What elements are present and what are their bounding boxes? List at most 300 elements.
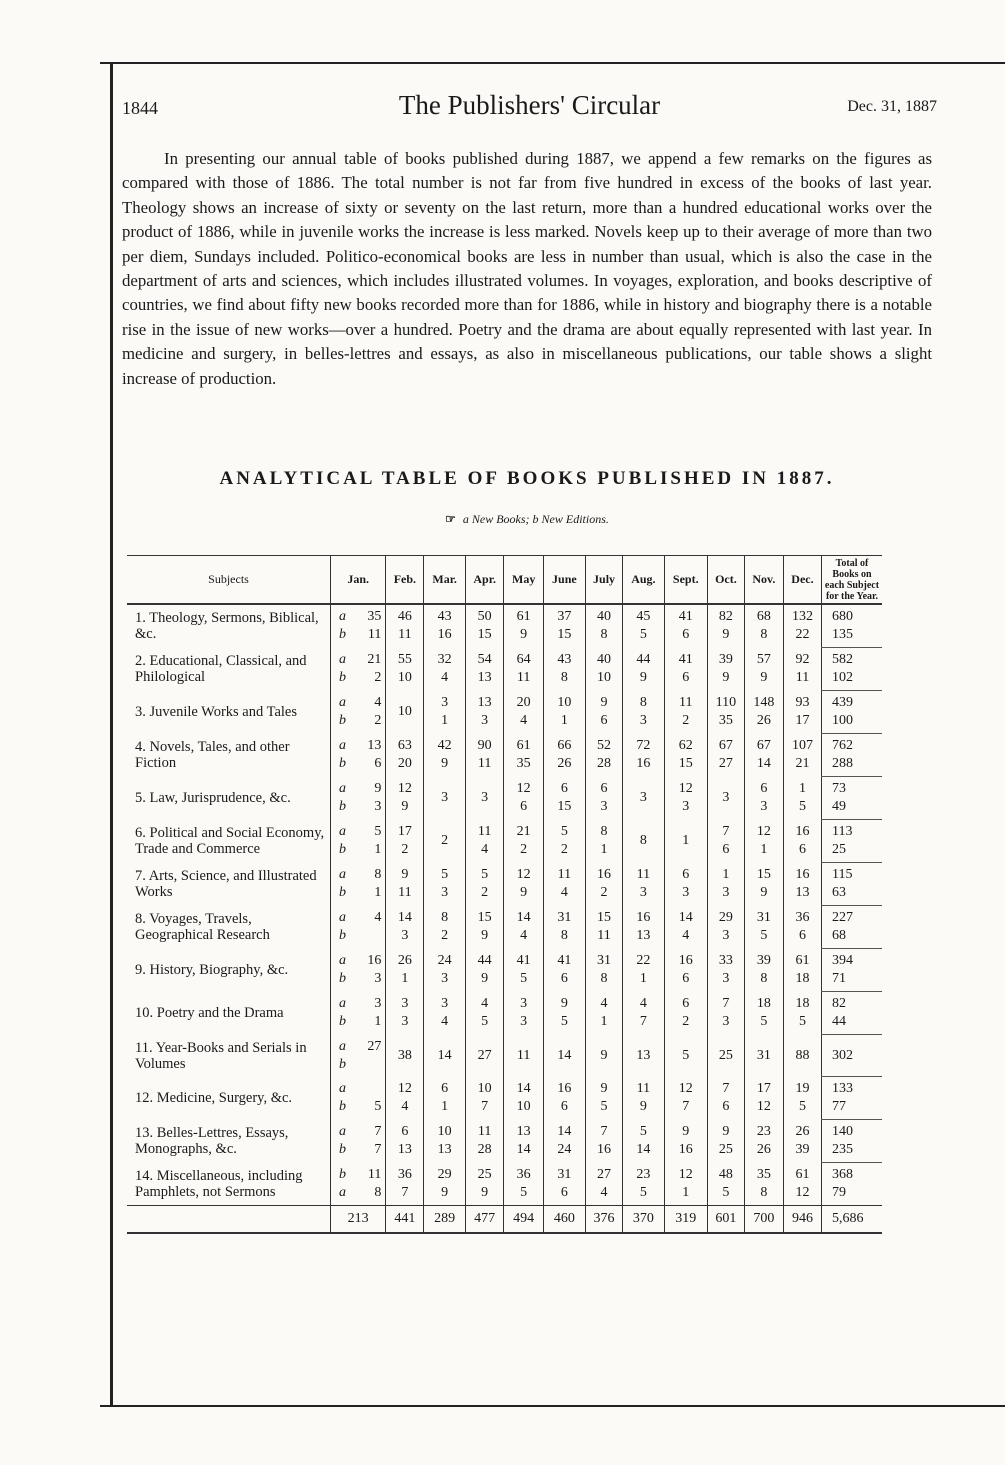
month-header: Feb.: [386, 556, 424, 605]
new-books-value: 43: [557, 652, 572, 667]
jan-cell: [331, 777, 386, 820]
edition-label: a: [339, 781, 346, 796]
month-cell: [543, 949, 585, 992]
subject-number: 10.: [135, 1005, 154, 1021]
new-editions-value: 16: [437, 627, 452, 643]
new-editions-value: 14: [636, 1142, 651, 1157]
month-cell: [585, 1077, 622, 1120]
subject-cell: [127, 648, 331, 691]
subject-name: Novels, Tales, and other Fiction: [135, 739, 290, 771]
new-books-value: 41: [678, 609, 693, 625]
new-books-value: 3: [722, 790, 730, 805]
jan-value: 5: [374, 824, 382, 839]
ab-line: [339, 626, 385, 644]
month-cell: [504, 906, 544, 949]
month-cell: [623, 604, 664, 648]
subjects-header: Subjects: [127, 556, 331, 605]
new-books-value: 35: [756, 1166, 771, 1182]
new-editions-value: 12: [756, 1099, 771, 1114]
jan-value: 21: [367, 652, 382, 667]
new-editions-value: 6: [560, 971, 568, 986]
new-editions-value: 5: [520, 971, 528, 986]
month-cell: [465, 604, 503, 648]
new-books-value: 9: [600, 695, 608, 710]
new-editions-value: 3: [401, 928, 409, 943]
jan-value: 8: [374, 1184, 382, 1200]
new-books-value: 10: [437, 1124, 452, 1139]
new-editions-value: 6: [682, 670, 690, 685]
month-cell: [386, 734, 424, 777]
month-cell: [783, 992, 821, 1035]
table-row: [127, 906, 882, 949]
month-cell: [386, 1120, 424, 1163]
month-cell: [386, 1163, 424, 1206]
new-books-value: 48: [718, 1166, 733, 1182]
new-books-value: 72: [636, 738, 651, 753]
new-books-value: 148: [753, 695, 775, 710]
month-cell: [424, 949, 466, 992]
subject-name: Law, Jurisprudence, &c.: [149, 790, 291, 806]
jan-value: 16: [367, 953, 382, 968]
edition-label: a: [339, 609, 346, 625]
subject-name: Juvenile Works and Tales: [149, 704, 297, 720]
new-books-value: 6: [682, 867, 690, 882]
new-books-value: 93: [795, 695, 810, 710]
month-header: Dec.: [783, 556, 821, 605]
month-cell: [623, 906, 664, 949]
new-books-value: 12: [397, 1081, 412, 1096]
new-books-value: 44: [477, 953, 492, 968]
new-books-value: 26: [795, 1124, 810, 1139]
top-border-rule: [100, 62, 1005, 64]
month-cell: [424, 1077, 466, 1120]
new-books-total: 133: [832, 1081, 853, 1096]
month-cell: [623, 1163, 664, 1206]
total-cell: 494: [504, 1206, 544, 1234]
new-books-total: 227: [832, 910, 853, 925]
new-books-total: 115: [832, 867, 853, 882]
new-editions-value: 15: [678, 756, 693, 771]
edition-label: a: [339, 695, 346, 710]
subject-cell: [127, 820, 331, 863]
month-cell: [424, 1120, 466, 1163]
new-editions-value: 15: [557, 799, 572, 814]
new-books-value: 5: [481, 867, 489, 882]
new-books-value: 8: [639, 695, 647, 710]
month-cell: [424, 734, 466, 777]
new-books-value: 8: [639, 833, 647, 848]
month-cell: [783, 1035, 821, 1077]
new-books-value: 36: [795, 910, 810, 925]
new-books-value: 10: [397, 704, 412, 719]
jan-cell: [331, 863, 386, 906]
new-books-value: 14: [516, 910, 531, 925]
total-cell: 601: [707, 1206, 744, 1234]
month-header: Jan.: [331, 556, 386, 605]
new-books-value: 68: [756, 609, 771, 625]
new-books-value: 110: [715, 695, 737, 710]
edition-label: a: [339, 1184, 346, 1200]
new-books-value: 3: [520, 996, 528, 1011]
new-books-value: 36: [516, 1166, 531, 1182]
new-editions-total: 25: [832, 842, 846, 857]
ab-line: [339, 841, 385, 859]
new-editions-value: 35: [516, 756, 531, 771]
subject-name: Miscellaneous, including Pamphlets, not Sermons: [135, 1167, 303, 1200]
new-editions-value: 26: [557, 756, 572, 771]
subject-total-cell: [822, 604, 883, 648]
new-books-value: 62: [678, 738, 693, 753]
month-cell: [664, 1035, 707, 1077]
new-books-value: 1: [682, 833, 690, 848]
month-cell: [424, 906, 466, 949]
new-books-total: 113: [832, 824, 853, 839]
month-cell: [707, 949, 744, 992]
month-cell: [623, 1120, 664, 1163]
issue-date: Dec. 31, 1887: [847, 98, 937, 115]
new-books-total: 140: [832, 1124, 853, 1139]
month-cell: [707, 604, 744, 648]
new-books-value: 3: [401, 996, 409, 1011]
jan-value: 4: [374, 695, 382, 710]
new-editions-value: 16: [678, 1142, 693, 1157]
new-editions-value: 8: [760, 971, 768, 986]
jan-value: 3: [374, 996, 382, 1011]
new-editions-value: 13: [437, 1142, 452, 1157]
subject-total-cell: [822, 777, 883, 820]
edition-label: b: [339, 713, 346, 728]
new-books-value: 31: [756, 1047, 771, 1063]
table-header-row: [127, 556, 882, 605]
new-books-value: 32: [437, 652, 452, 667]
edition-label: b: [339, 1056, 346, 1072]
new-editions-value: 4: [401, 1099, 409, 1114]
new-books-value: 12: [516, 781, 531, 796]
month-cell: [504, 820, 544, 863]
month-cell: [504, 1163, 544, 1206]
new-books-value: 16: [678, 953, 693, 968]
subject-name: History, Biography, &c.: [149, 962, 289, 978]
month-cell: [424, 992, 466, 1035]
new-editions-total: 102: [832, 670, 853, 685]
ab-line: [339, 737, 385, 755]
new-books-value: 16: [597, 867, 612, 882]
jan-cell: [331, 1120, 386, 1163]
new-editions-value: 6: [682, 971, 690, 986]
month-cell: [543, 863, 585, 906]
ab-line: [339, 1080, 385, 1098]
new-books-value: 3: [441, 996, 449, 1011]
new-books-value: 29: [437, 1166, 452, 1182]
month-cell: [386, 777, 424, 820]
new-books-value: 5: [639, 1124, 647, 1139]
new-editions-total: 68: [832, 928, 846, 943]
new-books-value: 4: [639, 996, 647, 1011]
month-cell: [744, 863, 783, 906]
ab-line: [339, 866, 385, 884]
ab-line: [339, 694, 385, 712]
new-books-value: 19: [795, 1081, 810, 1096]
subject-number: 9.: [135, 962, 146, 978]
new-editions-value: 11: [398, 885, 412, 900]
month-cell: [386, 863, 424, 906]
month-cell: [386, 820, 424, 863]
new-books-value: 11: [516, 1047, 531, 1063]
new-books-value: 41: [678, 652, 693, 667]
new-editions-value: 2: [520, 842, 528, 857]
month-cell: [386, 1077, 424, 1120]
new-books-value: 7: [600, 1124, 608, 1139]
new-books-value: 1: [798, 781, 806, 796]
new-books-value: 44: [636, 652, 651, 667]
new-books-value: 5: [682, 1047, 690, 1063]
month-cell: [465, 992, 503, 1035]
page-title: The Publishers' Circular: [398, 90, 661, 120]
month-cell: [585, 734, 622, 777]
new-books-total: 680: [832, 609, 853, 624]
new-editions-value: 26: [756, 1142, 771, 1157]
page-header: [122, 90, 937, 130]
new-books-value: 10: [477, 1081, 492, 1096]
new-editions-value: 16: [597, 1142, 612, 1157]
edition-label: a: [339, 652, 346, 667]
new-editions-value: 3: [760, 799, 768, 814]
new-books-value: 14: [437, 1047, 452, 1063]
table-row: [127, 691, 882, 734]
new-editions-value: 2: [560, 842, 568, 857]
new-books-total: 73: [832, 781, 846, 796]
month-cell: [707, 777, 744, 820]
pointing-hand-icon: ☞: [445, 512, 456, 526]
jan-value: 8: [374, 867, 382, 882]
month-cell: [783, 820, 821, 863]
month-cell: [664, 648, 707, 691]
edition-label: a: [339, 738, 346, 753]
month-cell: [585, 1163, 622, 1206]
month-cell: [744, 691, 783, 734]
table-row: [127, 604, 882, 648]
new-books-value: 11: [477, 824, 492, 839]
new-editions-value: 1: [401, 971, 409, 986]
new-books-value: 43: [437, 609, 452, 625]
month-cell: [465, 1035, 503, 1077]
new-editions-value: 3: [481, 713, 489, 728]
new-books-value: 3: [441, 790, 449, 805]
edition-label: b: [339, 971, 346, 986]
ab-line: [339, 823, 385, 841]
new-editions-value: 15: [477, 627, 492, 643]
month-cell: [504, 863, 544, 906]
new-editions-value: 8: [760, 627, 768, 643]
month-cell: [623, 648, 664, 691]
jan-value: 1: [374, 1014, 382, 1029]
subject-total-cell: [822, 648, 883, 691]
month-cell: [707, 1077, 744, 1120]
new-books-value: 16: [636, 910, 651, 925]
month-cell: [585, 604, 622, 648]
new-books-value: 63: [397, 738, 412, 753]
new-books-total: 302: [832, 1047, 853, 1063]
new-books-value: 61: [516, 738, 531, 753]
jan-value: 5: [374, 1099, 382, 1114]
new-books-value: 31: [557, 1166, 572, 1182]
month-header: May: [504, 556, 544, 605]
new-editions-value: 22: [795, 627, 810, 643]
edition-label: a: [339, 867, 346, 882]
month-cell: [543, 734, 585, 777]
month-cell: [783, 1077, 821, 1120]
new-editions-value: 7: [682, 1099, 690, 1114]
table-row: [127, 1035, 882, 1077]
month-cell: [386, 949, 424, 992]
jan-cell: [331, 1035, 386, 1077]
subject-cell: [127, 863, 331, 906]
new-books-value: 13: [477, 695, 492, 710]
new-editions-value: 10: [516, 1099, 531, 1114]
month-cell: [744, 648, 783, 691]
new-editions-value: 9: [722, 670, 730, 685]
subject-total-cell: [822, 863, 883, 906]
new-editions-value: 9: [441, 756, 449, 771]
month-cell: [585, 820, 622, 863]
ab-line: [339, 1123, 385, 1141]
new-editions-value: 3: [401, 1014, 409, 1029]
jan-cell: [331, 734, 386, 777]
new-books-value: 6: [600, 781, 608, 796]
new-books-value: 11: [636, 1081, 651, 1096]
new-books-value: 12: [516, 867, 531, 882]
month-cell: [664, 820, 707, 863]
month-cell: [664, 734, 707, 777]
edition-label: b: [339, 928, 346, 943]
subject-total-cell: [822, 992, 883, 1035]
new-editions-value: 5: [520, 1184, 528, 1200]
grand-total-cell: 5,686: [822, 1206, 883, 1234]
ab-line: [339, 1056, 385, 1074]
new-editions-total: 235: [832, 1142, 853, 1157]
new-editions-value: 14: [516, 1142, 531, 1157]
month-cell: [465, 648, 503, 691]
new-editions-value: 11: [795, 670, 810, 685]
new-books-value: 61: [795, 1166, 810, 1182]
new-books-value: 26: [397, 953, 412, 968]
month-cell: [585, 691, 622, 734]
new-books-value: 61: [795, 953, 810, 968]
new-editions-value: 5: [639, 627, 647, 643]
month-cell: [623, 777, 664, 820]
new-books-value: 3: [441, 695, 449, 710]
new-books-value: 132: [791, 609, 813, 625]
total-cell: 700: [744, 1206, 783, 1234]
new-editions-value: 26: [756, 713, 771, 728]
month-cell: [543, 604, 585, 648]
new-books-value: 46: [397, 609, 412, 625]
month-cell: [585, 1120, 622, 1163]
month-cell: [465, 906, 503, 949]
new-books-value: 13: [516, 1124, 531, 1139]
new-books-value: 36: [397, 1166, 412, 1182]
month-cell: [543, 1163, 585, 1206]
new-editions-value: 1: [441, 1099, 449, 1114]
new-editions-value: 5: [798, 1099, 806, 1114]
new-books-value: 37: [557, 609, 572, 625]
subject-total-cell: [822, 949, 883, 992]
jan-value: 3: [374, 971, 382, 986]
new-books-value: 15: [477, 910, 492, 925]
month-cell: [465, 949, 503, 992]
bottom-border-rule: [100, 1405, 1005, 1407]
edition-label: b: [339, 799, 346, 814]
new-editions-value: 1: [682, 1184, 690, 1200]
edition-label: a: [339, 1081, 346, 1096]
new-books-value: 6: [760, 781, 768, 796]
new-books-value: 18: [756, 996, 771, 1011]
ab-line: [339, 1098, 385, 1116]
month-cell: [707, 906, 744, 949]
month-cell: [783, 734, 821, 777]
subject-total-cell: [822, 1077, 883, 1120]
month-cell: [424, 777, 466, 820]
new-editions-value: 3: [722, 928, 730, 943]
subject-cell: [127, 949, 331, 992]
new-editions-value: 9: [481, 1184, 489, 1200]
month-cell: [664, 1077, 707, 1120]
new-books-value: 11: [477, 1124, 492, 1139]
new-books-value: 17: [397, 824, 412, 839]
new-books-value: 11: [557, 867, 572, 882]
new-books-value: 9: [600, 1047, 608, 1063]
jan-value: 1: [374, 885, 382, 900]
new-books-value: 9: [401, 867, 409, 882]
edition-label: b: [339, 1166, 346, 1182]
new-editions-value: 3: [682, 885, 690, 900]
new-books-value: 41: [557, 953, 572, 968]
month-cell: [504, 648, 544, 691]
month-cell: [386, 648, 424, 691]
totals-label-cell: [127, 1206, 331, 1234]
jan-cell: [331, 691, 386, 734]
month-cell: [543, 648, 585, 691]
ab-line: [339, 1166, 385, 1184]
new-editions-value: 5: [760, 928, 768, 943]
edition-label: a: [339, 824, 346, 839]
month-cell: [664, 1120, 707, 1163]
subject-number: 6.: [135, 825, 146, 841]
new-books-value: 31: [557, 910, 572, 925]
subject-cell: [127, 1120, 331, 1163]
new-editions-value: 3: [600, 799, 608, 814]
ab-line: [339, 651, 385, 669]
month-cell: [465, 734, 503, 777]
new-books-value: 14: [397, 910, 412, 925]
new-editions-value: 2: [682, 1014, 690, 1029]
subject-number: 3.: [135, 704, 146, 720]
month-cell: [623, 820, 664, 863]
month-cell: [543, 992, 585, 1035]
new-books-value: 13: [636, 1047, 651, 1063]
month-cell: [707, 691, 744, 734]
page-number: 1844: [122, 98, 158, 118]
new-editions-value: 11: [516, 670, 531, 685]
new-editions-value: 6: [520, 799, 528, 814]
new-books-value: 7: [722, 824, 730, 839]
new-books-value: 9: [682, 1124, 690, 1139]
new-books-value: 23: [636, 1166, 651, 1182]
new-books-value: 27: [477, 1047, 492, 1063]
new-books-value: 50: [477, 609, 492, 625]
month-cell: [386, 604, 424, 648]
month-cell: [585, 949, 622, 992]
